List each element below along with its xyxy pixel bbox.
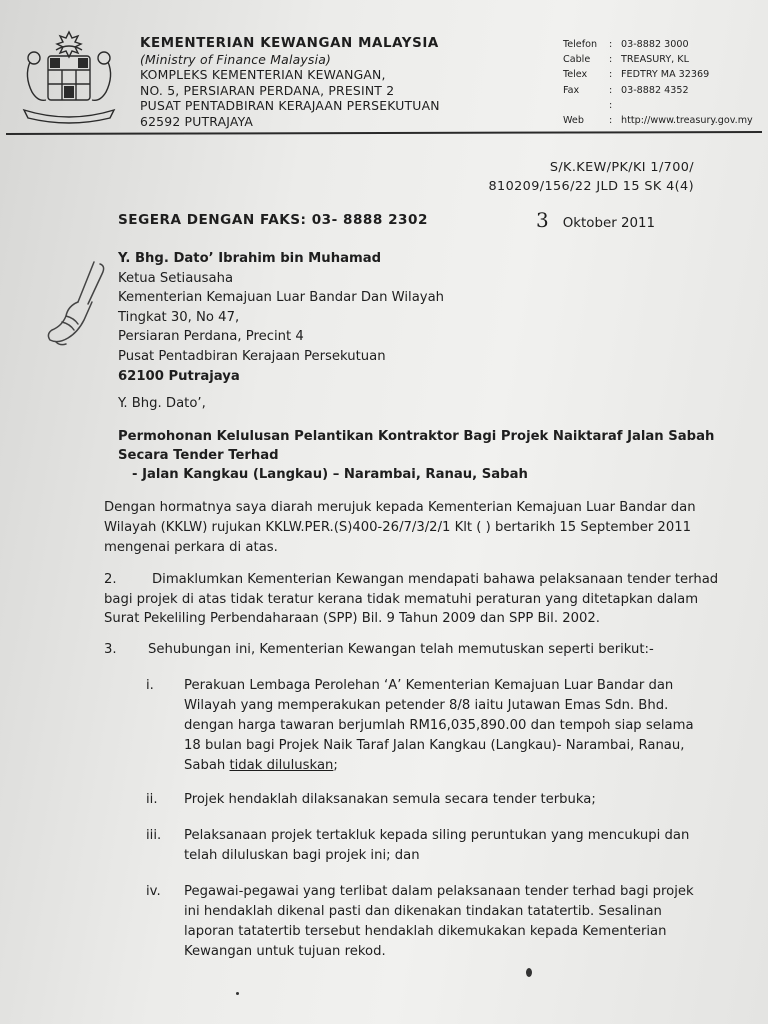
contact-row: Telex : FEDTRY MA 32369 xyxy=(563,67,763,82)
web-link[interactable]: http://www.treasury.gov.my xyxy=(621,115,753,127)
letter-date xyxy=(536,208,655,232)
ministry-english-name: (Ministry of Finance Malaysia) xyxy=(140,51,332,67)
subject-item: - Jalan Kangkau (Langkau) – Narambai, Ranau, Sabah xyxy=(132,467,528,483)
reference-number: S/K.KEW/PK/KI 1/700/ 810209/156/22 JLD 15 SK 4(4) xyxy=(488,160,694,194)
recipient-line: Tingkat 30, No 47, xyxy=(118,309,240,325)
recipient-line: Persiaran Perdana, Precint 4 xyxy=(118,329,304,345)
telex-value: FEDTRY MA 32369 xyxy=(621,69,710,81)
not-approved-emphasis: tidak diluluskan xyxy=(229,758,334,773)
recipient-name: Y. Bhg. Dato’ Ibrahim bin Muhamad xyxy=(118,251,382,266)
phone-value: 03-8882 3000 xyxy=(621,39,689,50)
fax-value: 03-8882 4352 xyxy=(621,84,689,96)
paragraph-3: 3. Sehubungan ini, Kementerian Kewangan telah memutuskan seperti berikut:- xyxy=(104,642,654,657)
malaysia-coat-of-arms-icon xyxy=(14,28,124,126)
address-line: PUSAT PENTADBIRAN KERAJAAN PERSEKUTUAN xyxy=(140,98,440,114)
ink-speck xyxy=(526,968,532,977)
cable-value: TREASURY, KL xyxy=(621,54,689,66)
contact-row: : xyxy=(609,99,613,111)
date-day-handwritten: 3 xyxy=(536,208,549,232)
contact-row: Web : http://www.treasury.gov.my xyxy=(563,113,763,128)
decision-item: iii. Pelaksanaan projek tertakluk kepada siling peruntukan yang mencukupi dan telah diluluskan bagi projek ini; dan xyxy=(146,828,690,863)
contact-row: Telefon : 03-8882 3000 xyxy=(563,37,763,52)
address-line: NO. 5, PERSIARAN PERDANA, PRESINT 2 xyxy=(140,82,395,98)
salutation: Y. Bhg. Dato’, xyxy=(118,396,206,411)
letterhead-address xyxy=(140,36,540,130)
date-month-year: Oktober 2011 xyxy=(562,216,656,231)
recipient-postcode: 62100 Putrajaya xyxy=(118,368,240,384)
address-line: KOMPLEKS KEMENTERIAN KEWANGAN, xyxy=(140,67,386,83)
decision-item: i. Perakuan Lembaga Perolehan ‘A’ Kementerian Kemajuan Luar Bandar dan Wilayah yang memperakukan petender 8/8 iaitu Jutawan Emas Sdn. Bhd. dengan harga tawaran berjumlah RM16,035,890.00 dan tempoh siap selama 18 bulan bagi Projek Naik Taraf Jalan Kangkau (Langkau)- Narambai, Ranau, Sabah tidak diluluskan; xyxy=(146,678,694,773)
contact-row: Cable : TREASURY, KL xyxy=(563,52,763,67)
letterhead-divider xyxy=(6,131,762,135)
letter-subject: Permohonan Kelulusan Pelantikan Kontraktor Bagi Projek Naiktaraf Jalan Sabah Secara Tender Terhad - Jalan Kangkau (Langkau) – Narambai, Ranau, Sabah xyxy=(118,428,718,485)
paragraph-number: 3. xyxy=(104,642,117,657)
recipient-line: Pusat Pentadbiran Kerajaan Persekutuan xyxy=(118,348,386,364)
contact-row: Fax : 03-8882 4352 xyxy=(563,83,763,98)
pointing-hand-icon xyxy=(42,258,112,350)
letterhead-contacts xyxy=(563,37,763,128)
paragraph-1: Dengan hormatnya saya diarah merujuk kepada Kementerian Kemajuan Luar Bandar dan Wilayah (KKLW) rujukan KKLW.PER.(S)400-26/7/3/2/1 Klt ( ) bertarikh 15 September 2011 mengenai perkara di atas. xyxy=(104,500,696,555)
recipient-line: Ketua Setiausaha xyxy=(118,270,234,286)
decision-item: ii. Projek hendaklah dilaksanakan semula secara tender terbuka; xyxy=(146,792,596,807)
address-line: 62592 PUTRAJAYA xyxy=(140,113,254,129)
recipient-line: Kementerian Kemajuan Luar Bandar Dan Wilayah xyxy=(118,290,445,306)
recipient-address xyxy=(118,249,444,386)
decision-item: iv. Pegawai-pegawai yang terlibat dalam pelaksanaan tender terhad bagi projek ini hendaklah dikenal pasti dan dikenakan tindakan tatatertib. Sesalinan laporan tatatertib tersebut hendaklah dikemukakan kepada Kementerian Kewangan untuk tujuan rekod. xyxy=(146,884,694,959)
paragraph-number: 2. xyxy=(104,572,117,587)
paragraph-2: 2. Dimaklumkan Kementerian Kewangan mendapati bahawa pelaksanaan tender terhad bagi projek di atas tidak teratur kerana tidak mematuhi peraturan yang ditetapkan dalam Surat Pekeliling Perbendaharaan (SPP) Bil. 9 Tahun 2009 dan SPP Bil. 2002. xyxy=(104,572,719,627)
urgent-fax-notice: SEGERA DENGAN FAKS: 03- 8888 2302 xyxy=(118,212,428,228)
ministry-name: KEMENTERIAN KEWANGAN MALAYSIA xyxy=(140,36,439,51)
ink-speck xyxy=(236,992,239,995)
